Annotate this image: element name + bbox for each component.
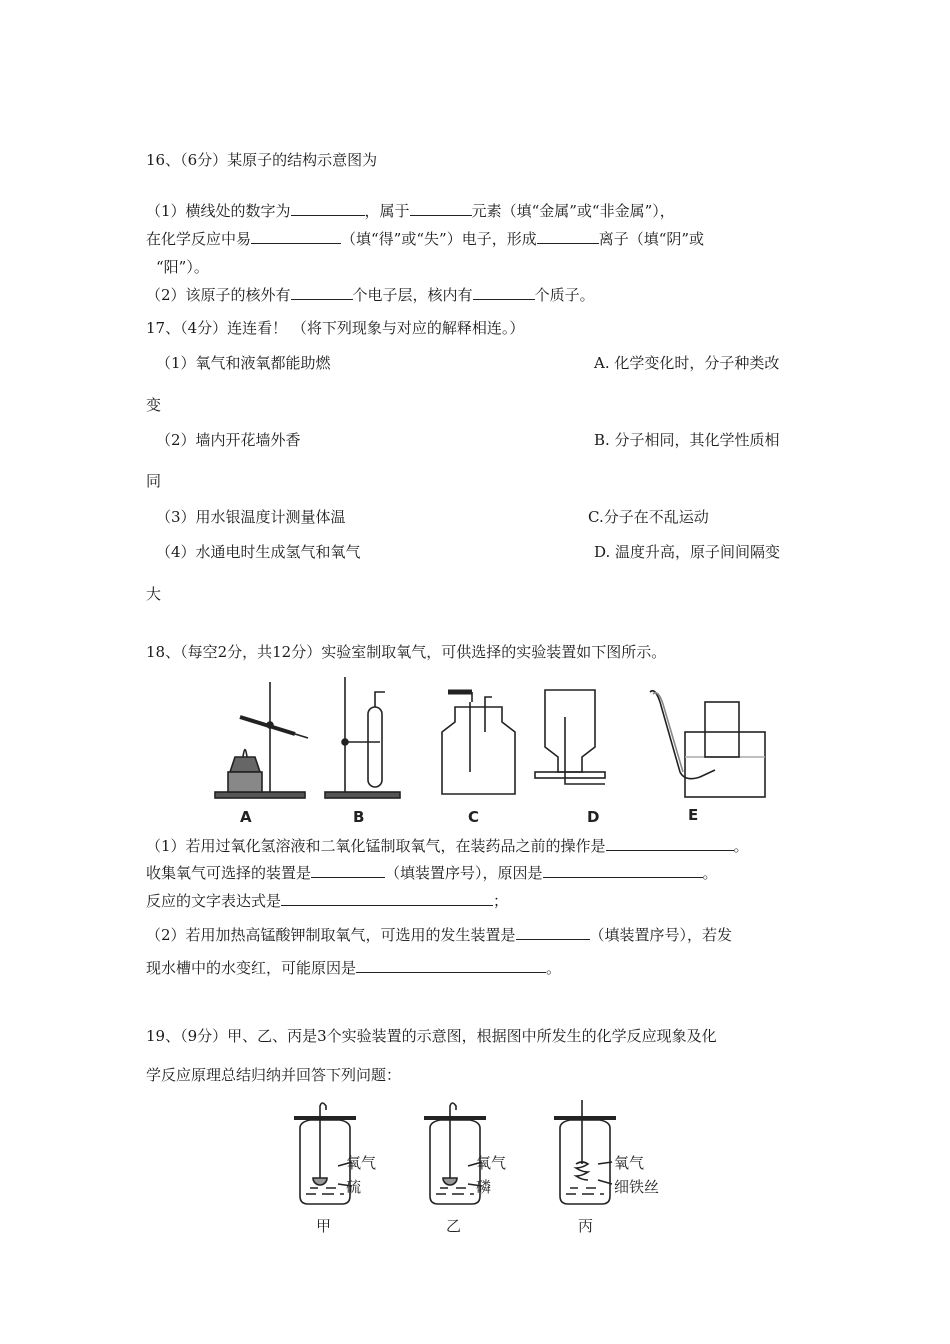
q16-l2b: （填“得”或“失”）电子，形成 [341,230,537,248]
answer-blank[interactable] [606,836,734,851]
jar-yi-sub-label: 磷 [476,1178,492,1196]
q16-l1b: ，属于 [364,202,410,220]
q16-line1 [146,201,675,221]
q19-jars-figure [280,1096,680,1241]
jar-bing-name: 丙 [578,1217,594,1235]
q17-left-1[interactable]: （1）氧气和液氧都能助燃 [156,354,331,372]
jar-yi-name: 乙 [446,1217,462,1235]
q17-right-b[interactable]: B. 分子相同，其化学性质相 [594,431,780,449]
q16-line3: “阳”）。 [156,258,209,276]
q18-p2c: 。 [702,864,718,882]
q18-line3 [146,891,508,911]
q18-line5 [146,958,561,978]
q18-header: 18、（每空2分，共12分）实验室制取氧气，可供选择的实验装置如下图所示。 [146,643,667,661]
q17-right-a[interactable]: A. 化学变化时，分子种类改 [594,354,780,372]
q17-header: 17、（4分）连连看！ （将下列现象与对应的解释相连。） [146,319,525,337]
answer-blank[interactable] [251,229,341,244]
answer-blank[interactable] [473,285,535,300]
q18-p2a: 收集氧气可选择的装置是 [146,864,312,882]
q19-header-2: 学反应原理总结归纳并回答下列问题： [146,1066,402,1084]
apparatus-label-d: D [587,808,600,826]
apparatus-c-icon [442,692,515,794]
q18-p5b: 。 [546,959,562,977]
apparatus-label-e: E [688,806,699,824]
q16-l4b: 个电子层，核内有 [352,286,473,304]
q18-p4b: （填装置序号），若发 [589,926,733,944]
apparatus-label-c: C [468,808,480,826]
jar-bing-icon [554,1100,616,1204]
answer-blank[interactable] [281,891,493,906]
jar-jia-name: 甲 [316,1217,332,1235]
q18-p1a: （1）若用过氧化氢溶液和二氧化锰制取氧气，在装药品之前的操作是 [146,837,606,855]
q18-line4 [146,925,732,945]
q18-p5a: 现水槽中的水变红，可能原因是 [146,959,357,977]
answer-blank[interactable] [356,958,546,973]
q16-line2 [146,229,704,249]
q17-left-2[interactable]: （2）墙内开花墙外香 [156,431,301,449]
apparatus-e-icon [650,691,765,797]
q17-right-a-cont: 变 [146,396,162,414]
jar-bing-gas-label: 氧气 [614,1154,645,1172]
q17-right-d-cont: 大 [146,585,162,603]
q18-p2b: （填装置序号），原因是 [385,864,543,882]
q18-p3a: 反应的文字表达式是 [146,892,282,910]
q16-l1c: 元素（填“金属”或“非金属”）， [471,202,675,220]
q18-p4a: （2）若用加热高锰酸钾制取氧气，可选用的发生装置是 [146,926,516,944]
q18-line1 [146,836,749,856]
apparatus-b-icon [325,677,400,798]
answer-blank[interactable] [537,229,599,244]
jar-jia-gas-label: 氧气 [346,1154,377,1172]
q19-header-1: 19、（9分）甲、乙、丙是3个实验装置的示意图，根据图中所发生的化学反应现象及化 [146,1027,717,1045]
apparatus-label-a: A [240,808,252,826]
q17-right-d[interactable]: D. 温度升高，原子间间隔变 [594,543,781,561]
q16-l2a: 在化学反应中易 [146,230,252,248]
q16-l4c: 个质子。 [534,286,595,304]
q16-l2c: 离子（填“阴”或 [598,230,705,248]
jar-jia-sub-label: 硫 [346,1178,362,1196]
answer-blank[interactable] [291,285,353,300]
q18-p1b: 。 [733,837,749,855]
jar-yi-gas-label: 氧气 [476,1154,507,1172]
q18-line2 [146,863,718,883]
q17-left-4[interactable]: （4）水通电时生成氢气和氧气 [156,543,361,561]
q17-right-b-cont: 同 [146,472,162,490]
answer-blank[interactable] [516,925,590,940]
q18-apparatus-figure [210,672,810,832]
jar-bing-sub-label: 细铁丝 [614,1178,660,1196]
q16-l1a: （1）横线处的数字为 [146,202,291,220]
answer-blank[interactable] [291,201,365,216]
apparatus-label-b: B [353,808,365,826]
q16-l4a: （2）该原子的核外有 [146,286,291,304]
apparatus-a-icon [215,682,308,798]
answer-blank[interactable] [410,201,472,216]
apparatus-d-icon [535,690,605,784]
q17-right-c[interactable]: C.分子在不乱运动 [588,508,709,526]
q16-line4 [146,285,595,305]
q18-p3b: ； [493,892,509,910]
answer-blank[interactable] [543,863,703,878]
q17-left-3[interactable]: （3）用水银温度计测量体温 [156,508,346,526]
answer-blank[interactable] [311,863,385,878]
q16-header: 16、（6分）某原子的结构示意图为 [146,151,378,169]
